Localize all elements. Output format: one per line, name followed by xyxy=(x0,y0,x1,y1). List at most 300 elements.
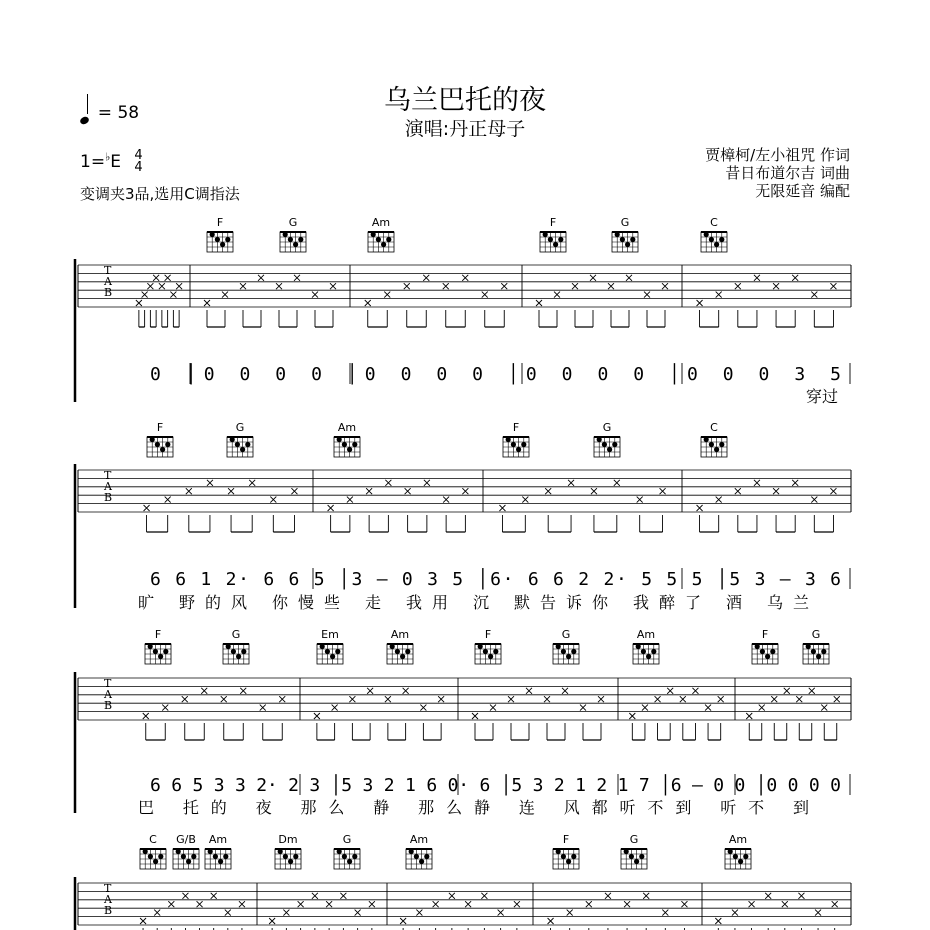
chord-diagram xyxy=(553,628,579,664)
chord-finger-dot xyxy=(405,649,410,654)
strum-mark xyxy=(811,497,817,503)
chord-finger-dot xyxy=(293,854,298,859)
chord-finger-dot xyxy=(347,859,352,864)
strum-mark xyxy=(526,688,532,694)
strum-mark xyxy=(809,688,815,694)
strum-mark xyxy=(404,283,410,289)
chord-finger-dot xyxy=(639,854,644,859)
chord-name: G xyxy=(620,216,630,229)
strum-mark xyxy=(697,300,703,306)
chord-finger-dot xyxy=(337,437,342,442)
strum-mark xyxy=(462,488,468,494)
strum-mark xyxy=(771,696,777,702)
strum-mark xyxy=(732,910,738,916)
chord-diagram xyxy=(387,628,413,664)
tab-system-1 xyxy=(75,216,851,406)
chord-name: C xyxy=(710,216,718,229)
chord-finger-dot xyxy=(390,644,395,649)
strum-mark xyxy=(147,283,153,289)
strum-mark xyxy=(349,696,355,702)
chord-finger-dot xyxy=(755,644,760,649)
chord-finger-dot xyxy=(395,649,400,654)
chord-diagram xyxy=(752,628,778,664)
chord-finger-dot xyxy=(566,859,571,864)
strum-mark xyxy=(614,480,620,486)
strum-mark xyxy=(332,705,338,711)
chord-finger-dot xyxy=(558,237,563,242)
strum-mark xyxy=(182,696,188,702)
chord-name: Am xyxy=(371,216,391,229)
strum-mark xyxy=(501,283,507,289)
chord-diagram xyxy=(633,628,659,664)
strum-mark xyxy=(170,292,176,298)
chord-diagram xyxy=(612,216,638,252)
strum-mark xyxy=(276,283,282,289)
strum-mark xyxy=(749,901,755,907)
chord-finger-dot xyxy=(424,854,429,859)
strum-mark xyxy=(773,283,779,289)
chord-finger-dot xyxy=(511,442,516,447)
tab-system-3 xyxy=(75,628,851,817)
strum-mark xyxy=(624,901,630,907)
chord-name: Dm xyxy=(278,833,298,846)
chord-finger-dot xyxy=(376,237,381,242)
strum-mark xyxy=(545,488,551,494)
key-prefix: 1= xyxy=(80,152,106,172)
chord-finger-dot xyxy=(223,854,228,859)
chord-finger-dot xyxy=(288,237,293,242)
strum-mark xyxy=(326,901,332,907)
chord-finger-dot xyxy=(236,654,241,659)
strum-mark xyxy=(715,918,721,924)
chord-finger-dot xyxy=(811,649,816,654)
strum-mark xyxy=(544,696,550,702)
chord-finger-dot xyxy=(226,644,231,649)
chord-name: F xyxy=(484,628,492,641)
strum-mark xyxy=(260,705,266,711)
chord-finger-dot xyxy=(181,854,186,859)
chord-finger-dot xyxy=(325,649,330,654)
chord-finger-dot xyxy=(816,654,821,659)
chord-finger-dot xyxy=(493,649,498,654)
tab-clef-letter: B xyxy=(104,904,113,917)
chord-finger-dot xyxy=(320,644,325,649)
chord-finger-dot xyxy=(488,654,493,659)
chord-finger-dot xyxy=(714,447,719,452)
chord-name: Am xyxy=(728,833,748,846)
chord-name: G xyxy=(561,628,571,641)
song-subtitle: 演唱:丹正母子 xyxy=(404,118,526,140)
chord-name: F xyxy=(512,421,520,434)
strum-mark xyxy=(514,901,520,907)
tab-clef-letter: T xyxy=(104,882,112,895)
strum-mark xyxy=(443,283,449,289)
tab-clef-letter: A xyxy=(104,480,112,493)
chord-diagram xyxy=(205,833,231,869)
strum-mark xyxy=(291,488,297,494)
chord-finger-dot xyxy=(148,644,153,649)
strum-mark xyxy=(328,505,334,511)
chord-diagram xyxy=(317,628,343,664)
strum-mark xyxy=(433,901,439,907)
strum-mark xyxy=(365,300,371,306)
chord-name: G xyxy=(811,628,821,641)
chord-name: Am xyxy=(208,833,228,846)
chord-diagram xyxy=(553,833,579,869)
strum-mark xyxy=(765,893,771,899)
strum-mark xyxy=(438,696,444,702)
strum-mark xyxy=(312,893,318,899)
chord-name: C xyxy=(710,421,718,434)
chord-name: Em xyxy=(321,628,339,641)
time-top: 4 xyxy=(134,148,143,163)
strum-mark xyxy=(221,696,227,702)
strum-mark xyxy=(366,488,372,494)
chord-finger-dot xyxy=(278,849,283,854)
strum-mark xyxy=(832,901,838,907)
chord-finger-dot xyxy=(719,442,724,447)
chord-finger-dot xyxy=(516,447,521,452)
chord-finger-dot xyxy=(543,232,548,237)
strum-mark xyxy=(239,901,245,907)
tempo-value: = 58 xyxy=(97,103,140,123)
strum-mark xyxy=(270,497,276,503)
chord-name: G xyxy=(602,421,612,434)
strum-mark xyxy=(590,275,596,281)
chord-finger-dot xyxy=(153,649,158,654)
chord-finger-dot xyxy=(231,649,236,654)
strum-mark xyxy=(680,696,686,702)
chord-finger-dot xyxy=(414,854,419,859)
chord-finger-dot xyxy=(400,654,405,659)
chord-diagram xyxy=(280,216,306,252)
strum-mark xyxy=(642,705,648,711)
chord-finger-dot xyxy=(709,442,714,447)
chord-finger-dot xyxy=(213,854,218,859)
strum-mark xyxy=(637,497,643,503)
strum-mark xyxy=(718,696,724,702)
chord-finger-dot xyxy=(241,649,246,654)
chord-diagram xyxy=(594,421,620,457)
strum-mark xyxy=(154,910,160,916)
chord-finger-dot xyxy=(163,649,168,654)
chord-diagram xyxy=(475,628,501,664)
chord-finger-dot xyxy=(225,237,230,242)
chord-finger-dot xyxy=(330,654,335,659)
chord-diagram xyxy=(173,833,199,869)
chord-finger-dot xyxy=(612,442,617,447)
strum-mark xyxy=(140,918,146,924)
chord-finger-dot xyxy=(419,859,424,864)
strum-mark xyxy=(165,497,171,503)
strum-mark xyxy=(746,713,752,719)
chord-diagram xyxy=(275,833,301,869)
chord-name: F xyxy=(562,833,570,846)
chord-finger-dot xyxy=(158,854,163,859)
chord-finger-dot xyxy=(352,854,357,859)
strum-mark xyxy=(598,696,604,702)
strum-mark xyxy=(508,696,514,702)
chord-finger-dot xyxy=(381,242,386,247)
strum-mark xyxy=(176,283,182,289)
chord-name: Am xyxy=(636,628,656,641)
chord-finger-dot xyxy=(220,242,225,247)
chord-finger-dot xyxy=(483,649,488,654)
chord-finger-dot xyxy=(337,849,342,854)
strum-mark xyxy=(660,488,666,494)
chord-finger-dot xyxy=(218,859,223,864)
strum-mark xyxy=(821,705,827,711)
chord-finger-dot xyxy=(335,649,340,654)
strum-mark xyxy=(591,488,597,494)
chord-finger-dot xyxy=(607,447,612,452)
strum-mark xyxy=(162,705,168,711)
chord-finger-dot xyxy=(821,649,826,654)
chord-finger-dot xyxy=(176,849,181,854)
chord-finger-dot xyxy=(714,242,719,247)
chord-diagram xyxy=(503,421,529,457)
strum-mark xyxy=(347,497,353,503)
chord-finger-dot xyxy=(230,437,235,442)
strum-mark xyxy=(792,480,798,486)
chord-finger-dot xyxy=(636,644,641,649)
strum-mark xyxy=(681,901,687,907)
chord-name: F xyxy=(154,628,162,641)
tab-clef-letter: T xyxy=(104,677,112,690)
strum-mark xyxy=(143,713,149,719)
strum-mark xyxy=(662,910,668,916)
strum-mark xyxy=(240,688,246,694)
strum-mark xyxy=(643,893,649,899)
chord-diagram xyxy=(140,833,166,869)
strum-mark xyxy=(355,910,361,916)
chord-name: G xyxy=(235,421,245,434)
strum-mark xyxy=(201,688,207,694)
strum-mark xyxy=(568,480,574,486)
strum-mark xyxy=(472,713,478,719)
chord-diagram xyxy=(621,833,647,869)
chord-diagram xyxy=(223,628,249,664)
strum-mark xyxy=(784,688,790,694)
strum-mark xyxy=(249,480,255,486)
strum-mark xyxy=(330,283,336,289)
strum-mark xyxy=(153,275,159,281)
chord-finger-dot xyxy=(293,242,298,247)
strum-mark xyxy=(369,901,375,907)
strum-mark xyxy=(165,275,171,281)
strum-mark xyxy=(168,901,174,907)
strum-mark xyxy=(798,893,804,899)
chord-finger-dot xyxy=(629,854,634,859)
strum-mark xyxy=(482,292,488,298)
chord-diagram xyxy=(540,216,566,252)
time-bottom: 4 xyxy=(134,160,143,175)
strum-mark xyxy=(400,918,406,924)
strum-mark xyxy=(314,713,320,719)
chord-finger-dot xyxy=(235,442,240,447)
strum-mark xyxy=(385,696,391,702)
chord-finger-dot xyxy=(625,242,630,247)
chord-name: F xyxy=(156,421,164,434)
strum-mark xyxy=(197,901,203,907)
chord-name: Am xyxy=(409,833,429,846)
strum-mark xyxy=(481,893,487,899)
tab-system-2 xyxy=(75,421,851,612)
strum-mark xyxy=(792,275,798,281)
strum-mark xyxy=(580,705,586,711)
chord-finger-dot xyxy=(651,649,656,654)
chord-finger-dot xyxy=(561,649,566,654)
chord-finger-dot xyxy=(160,447,165,452)
strum-mark xyxy=(211,893,217,899)
strum-mark xyxy=(182,893,188,899)
strum-mark xyxy=(207,480,213,486)
chord-finger-dot xyxy=(240,447,245,452)
strum-mark xyxy=(605,893,611,899)
chord-name: F xyxy=(761,628,769,641)
tab-clef-letter: B xyxy=(104,699,113,712)
strum-mark xyxy=(735,283,741,289)
strum-mark xyxy=(449,893,455,899)
strum-mark xyxy=(405,488,411,494)
tab-clef-letter: A xyxy=(104,893,112,906)
strum-mark xyxy=(312,292,318,298)
chord-finger-dot xyxy=(371,232,376,237)
strum-mark xyxy=(562,688,568,694)
chord-diagram xyxy=(701,421,727,457)
strum-mark xyxy=(465,901,471,907)
chord-name: G/B xyxy=(176,833,196,846)
credit-arranger: 无限延音 编配 xyxy=(755,182,850,200)
credit-composer: 昔日布道尔吉 词曲 xyxy=(725,164,850,182)
key-note: E xyxy=(110,152,122,172)
chord-diagram xyxy=(227,421,253,457)
song-title: 乌兰巴托的夜 xyxy=(384,85,546,116)
chord-finger-dot xyxy=(760,649,765,654)
chord-finger-dot xyxy=(186,859,191,864)
strum-mark xyxy=(626,275,632,281)
strum-mark xyxy=(462,275,468,281)
chord-diagram xyxy=(803,628,829,664)
strum-mark xyxy=(629,713,635,719)
chord-finger-dot xyxy=(245,442,250,447)
chord-finger-dot xyxy=(571,854,576,859)
chord-finger-dot xyxy=(620,237,625,242)
chord-finger-dot xyxy=(548,237,553,242)
strum-mark xyxy=(403,688,409,694)
tab-clef-letter: T xyxy=(104,469,112,482)
strum-mark xyxy=(754,275,760,281)
chord-name: G xyxy=(288,216,298,229)
tab-clef-letter: B xyxy=(104,286,113,299)
strum-mark xyxy=(705,705,711,711)
strum-mark xyxy=(423,275,429,281)
strum-mark xyxy=(367,688,373,694)
chord-diagram xyxy=(368,216,394,252)
chord-finger-dot xyxy=(597,437,602,442)
chord-finger-dot xyxy=(556,644,561,649)
chord-finger-dot xyxy=(155,442,160,447)
chord-finger-dot xyxy=(733,854,738,859)
chord-finger-dot xyxy=(630,237,635,242)
chord-finger-dot xyxy=(719,237,724,242)
chord-finger-dot xyxy=(566,654,571,659)
chord-finger-dot xyxy=(165,442,170,447)
chord-finger-dot xyxy=(704,232,709,237)
strum-mark xyxy=(796,696,802,702)
strum-mark xyxy=(279,696,285,702)
strum-mark xyxy=(416,910,422,916)
chord-name: G xyxy=(342,833,352,846)
chord-finger-dot xyxy=(148,854,153,859)
strum-mark xyxy=(759,705,765,711)
strum-mark xyxy=(424,480,430,486)
chord-finger-dot xyxy=(288,859,293,864)
chord-finger-dot xyxy=(342,442,347,447)
tab-clef-letter: T xyxy=(104,264,112,277)
strum-mark xyxy=(554,292,560,298)
strum-mark xyxy=(222,292,228,298)
lyrics-line: 穿过 xyxy=(806,387,839,406)
chord-finger-dot xyxy=(806,644,811,649)
strum-mark xyxy=(716,292,722,298)
chord-name: F xyxy=(216,216,224,229)
chord-finger-dot xyxy=(283,854,288,859)
strum-mark xyxy=(283,910,289,916)
chord-diagram xyxy=(145,628,171,664)
chord-finger-dot xyxy=(709,237,714,242)
chord-finger-dot xyxy=(191,854,196,859)
strum-mark xyxy=(773,488,779,494)
strum-mark xyxy=(499,505,505,511)
jianpu-notes: 6 6 1 2· 6 6 5 │3 — 0 3 5 │6· 6 6 2 2· 5 5 5 │5 3 — 3 6 xyxy=(150,569,842,590)
chord-finger-dot xyxy=(553,242,558,247)
chord-finger-dot xyxy=(641,649,646,654)
chord-name: G xyxy=(629,833,639,846)
strum-mark xyxy=(697,505,703,511)
chord-finger-dot xyxy=(634,859,639,864)
chord-finger-dot xyxy=(704,437,709,442)
chord-finger-dot xyxy=(352,442,357,447)
strum-mark xyxy=(548,918,554,924)
strum-mark xyxy=(240,283,246,289)
chord-finger-dot xyxy=(556,849,561,854)
strum-mark xyxy=(692,688,698,694)
strum-mark xyxy=(834,696,840,702)
chord-finger-dot xyxy=(770,649,775,654)
strum-mark xyxy=(662,283,668,289)
capo-note: 变调夹3品,选用C调指法 xyxy=(80,185,240,203)
strum-mark xyxy=(830,488,836,494)
strum-mark xyxy=(567,910,573,916)
chord-finger-dot xyxy=(386,237,391,242)
chord-diagram xyxy=(147,421,173,457)
chord-finger-dot xyxy=(743,854,748,859)
strum-mark xyxy=(298,901,304,907)
strum-mark xyxy=(490,705,496,711)
chord-finger-dot xyxy=(615,232,620,237)
strum-mark xyxy=(294,275,300,281)
strum-mark xyxy=(572,283,578,289)
chord-finger-dot xyxy=(571,649,576,654)
chord-name: Am xyxy=(337,421,357,434)
chord-finger-dot xyxy=(765,654,770,659)
chord-finger-dot xyxy=(158,654,163,659)
strum-mark xyxy=(667,688,673,694)
chord-name: C xyxy=(149,833,157,846)
tab-clef-letter: A xyxy=(104,275,112,288)
tab-system-4 xyxy=(75,833,851,930)
